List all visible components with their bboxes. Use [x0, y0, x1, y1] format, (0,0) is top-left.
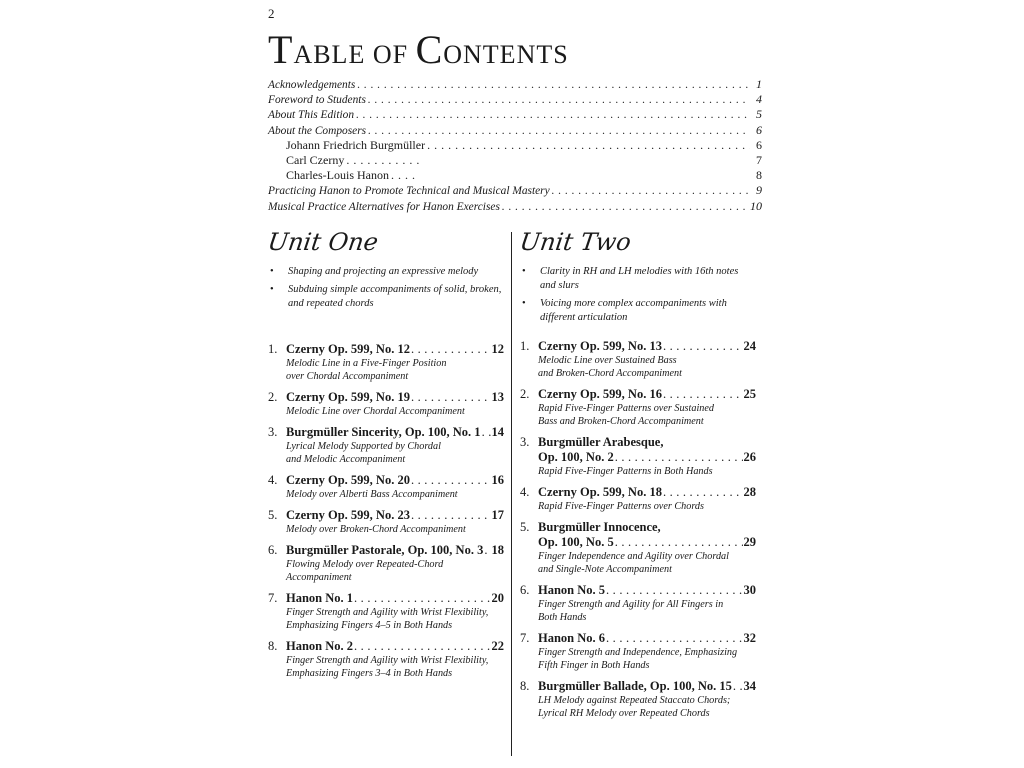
piece-number: 1. — [520, 339, 530, 353]
leader-dots — [733, 679, 743, 694]
piece-title-line — [538, 535, 756, 550]
piece-entry — [268, 425, 504, 466]
piece-entry — [268, 639, 504, 680]
piece-number: 7. — [520, 631, 530, 645]
leader-dots — [663, 485, 743, 500]
leader-dots — [354, 639, 490, 654]
piece-title-line — [286, 342, 504, 357]
piece-page: 13 — [491, 390, 504, 404]
piece-page: 34 — [743, 679, 756, 693]
piece-page: 20 — [491, 591, 504, 605]
goal-item: • Voicing more complex accompaniments with different articulation — [520, 297, 756, 325]
piece-description: LH Melody against Repeated Staccato Chords; — [538, 695, 731, 706]
piece-description: Finger Strength and Independence, Emphasizing — [538, 647, 738, 658]
unit-one-heading: Unit One — [266, 228, 380, 256]
piece-description: Melodic Line over Chordal Accompaniment — [286, 406, 465, 417]
piece-description: Melodic Line over Sustained Bass — [538, 355, 677, 366]
piece-entry — [520, 485, 756, 513]
piece-page: 30 — [743, 583, 756, 597]
piece-description: Finger Strength and Agility with Wrist Flexibility, — [286, 655, 489, 666]
leader-dots — [482, 425, 491, 440]
piece-entry — [520, 679, 756, 720]
piece-page: 18 — [491, 543, 504, 557]
piece-title-line — [286, 390, 504, 405]
piece-entry — [268, 342, 504, 383]
piece-title-line — [286, 543, 504, 558]
piece-title-line — [286, 639, 504, 654]
toc-subentry: Carl Czerny . . . 7 — [268, 153, 762, 168]
leader-dots — [411, 508, 491, 523]
piece-title: Czerny Op. 599, No. 20 — [286, 473, 410, 487]
piece-page: 26 — [743, 450, 756, 464]
piece-entry — [520, 520, 756, 576]
piece-title: Hanon No. 2 — [286, 639, 354, 653]
piece-title: Op. 100, No. 2 — [538, 450, 614, 464]
toc-entry: About This Edition . . . 5 — [268, 107, 762, 122]
piece-number: 3. — [268, 425, 278, 439]
piece-number: 6. — [520, 583, 530, 597]
piece-title: Burgmüller Pastorale, Op. 100, No. 3 — [286, 543, 484, 557]
piece-title-line — [538, 583, 756, 598]
piece-title: Burgmüller Innocence, — [538, 520, 661, 534]
piece-title: Burgmüller Sincerity, Op. 100, No. 1 — [286, 425, 481, 439]
piece-title-line — [538, 485, 756, 500]
piece-title: Czerny Op. 599, No. 12 — [286, 342, 410, 356]
piece-description: Rapid Five-Finger Patterns over Sustained — [538, 403, 714, 414]
piece-description: Finger Strength and Agility for All Fingers in — [538, 599, 724, 610]
piece-title: Op. 100, No. 5 — [538, 535, 614, 549]
piece-description: Melody over Alberti Bass Accompaniment — [286, 489, 458, 500]
piece-number: 7. — [268, 591, 278, 605]
toc-entry: Practicing Hanon to Promote Technical and Musical Mastery . . . 9 — [268, 183, 762, 198]
piece-number: 8. — [268, 639, 278, 653]
piece-entry — [268, 543, 504, 584]
unit-one-pieces — [268, 342, 504, 687]
piece-description: Lyrical RH Melody over Repeated Chords — [538, 708, 710, 719]
piece-description: Rapid Five-Finger Patterns over Chords — [538, 501, 704, 512]
piece-entry — [268, 473, 504, 501]
piece-number: 4. — [268, 473, 278, 487]
piece-title: Czerny Op. 599, No. 19 — [286, 390, 410, 404]
piece-title-line — [538, 339, 756, 354]
piece-entry — [520, 387, 756, 428]
piece-title-line — [286, 591, 504, 606]
piece-entry — [268, 591, 504, 632]
piece-page: 16 — [491, 473, 504, 487]
piece-description: and Melodic Accompaniment — [286, 454, 406, 465]
piece-entry — [520, 435, 756, 478]
goal-item: • Clarity in RH and LH melodies with 16th notes and slurs — [520, 265, 756, 293]
piece-title: Hanon No. 6 — [538, 631, 606, 645]
piece-number: 5. — [520, 520, 530, 534]
piece-entry — [268, 508, 504, 536]
piece-entry — [520, 583, 756, 624]
piece-description: Lyrical Melody Supported by Chordal — [286, 441, 441, 452]
piece-entry — [520, 631, 756, 672]
unit-two-section — [520, 225, 756, 329]
leader-dots — [411, 473, 491, 488]
piece-page: 32 — [743, 631, 756, 645]
page-title: TABLE OF CONTENTS — [268, 27, 569, 72]
piece-page: 12 — [491, 342, 504, 356]
piece-title: Czerny Op. 599, No. 16 — [538, 387, 662, 401]
piece-description: and Broken-Chord Accompaniment — [538, 368, 682, 379]
piece-number: 4. — [520, 485, 530, 499]
toc-entry: Musical Practice Alternatives for Hanon Exercises . . . 10 — [268, 199, 762, 214]
piece-title-line — [538, 450, 756, 465]
piece-page: 17 — [491, 508, 504, 522]
unit-one-goals — [268, 265, 504, 311]
piece-title: Hanon No. 5 — [538, 583, 606, 597]
goal-item: • Shaping and projecting an expressive melody — [268, 265, 504, 279]
unit-two-pieces — [520, 339, 756, 727]
piece-title: Czerny Op. 599, No. 23 — [286, 508, 410, 522]
piece-title-line — [286, 473, 504, 488]
piece-number: 1. — [268, 342, 278, 356]
toc-entry: About the Composers . . . 6 — [268, 123, 762, 138]
piece-description: Accompaniment — [286, 572, 352, 583]
leader-dots — [615, 450, 743, 465]
piece-page: 24 — [743, 339, 756, 353]
piece-number: 2. — [520, 387, 530, 401]
goal-item: • Subduing simple accompaniments of solid, broken, and repeated chords — [268, 283, 504, 311]
piece-title: Czerny Op. 599, No. 18 — [538, 485, 662, 499]
page-number: 2 — [268, 6, 275, 21]
piece-title: Hanon No. 1 — [286, 591, 354, 605]
piece-entry — [268, 390, 504, 418]
piece-description: Emphasizing Fingers 4–5 in Both Hands — [286, 620, 453, 631]
piece-number: 2. — [268, 390, 278, 404]
piece-number: 3. — [520, 435, 530, 449]
leader-dots — [411, 342, 491, 357]
piece-title: Burgmüller Arabesque, — [538, 435, 664, 449]
leader-dots — [484, 543, 490, 558]
piece-title: Burgmüller Ballade, Op. 100, No. 15 — [538, 679, 732, 693]
piece-page: 22 — [491, 639, 504, 653]
piece-description: and Single-Note Accompaniment — [538, 564, 672, 575]
piece-page: 14 — [491, 425, 504, 439]
leader-dots — [411, 390, 491, 405]
piece-description: Finger Independence and Agility over Chordal — [538, 551, 729, 562]
piece-title-line — [286, 425, 504, 440]
piece-page: 25 — [743, 387, 756, 401]
leader-dots — [354, 591, 490, 606]
piece-description: Fifth Finger in Both Hands — [538, 660, 650, 671]
toc-entry: Foreword to Students . . . 4 — [268, 92, 762, 107]
piece-description: Both Hands — [538, 612, 587, 623]
piece-page: 28 — [743, 485, 756, 499]
piece-number: 5. — [268, 508, 278, 522]
piece-page: 29 — [743, 535, 756, 549]
piece-entry — [520, 339, 756, 380]
piece-number: 6. — [268, 543, 278, 557]
piece-title-line — [286, 508, 504, 523]
toc-entry: Acknowledgements . . . 1 — [268, 77, 762, 92]
leader-dots — [615, 535, 743, 550]
unit-two-goals — [520, 265, 756, 325]
piece-description: Flowing Melody over Repeated-Chord — [286, 559, 444, 570]
piece-title: Czerny Op. 599, No. 13 — [538, 339, 662, 353]
toc-subentry: Charles-Louis Hanon . . . . 8 — [268, 168, 762, 183]
piece-description: Finger Strength and Agility with Wrist Flexibility, — [286, 607, 489, 618]
leader-dots — [663, 387, 743, 402]
piece-number: 8. — [520, 679, 530, 693]
piece-description: Melodic Line in a Five-Finger Position — [286, 358, 447, 369]
piece-title-line — [538, 679, 756, 694]
toc-subentry: Johann Friedrich Burgmüller . . . 6 — [268, 138, 762, 153]
leader-dots — [606, 583, 742, 598]
leader-dots — [663, 339, 743, 354]
piece-title-line — [538, 631, 756, 646]
piece-description: Emphasizing Fingers 3–4 in Both Hands — [286, 668, 453, 679]
piece-description: Melody over Broken-Chord Accompaniment — [286, 524, 466, 535]
unit-one-section — [268, 225, 504, 315]
piece-description: over Chordal Accompaniment — [286, 371, 409, 382]
column-divider — [511, 232, 512, 756]
front-matter-toc — [268, 77, 762, 214]
unit-two-heading: Unit Two — [518, 228, 633, 256]
leader-dots — [606, 631, 742, 646]
piece-description: Bass and Broken-Chord Accompaniment — [538, 416, 704, 427]
piece-description: Rapid Five-Finger Patterns in Both Hands — [538, 466, 713, 477]
piece-title-line — [538, 387, 756, 402]
